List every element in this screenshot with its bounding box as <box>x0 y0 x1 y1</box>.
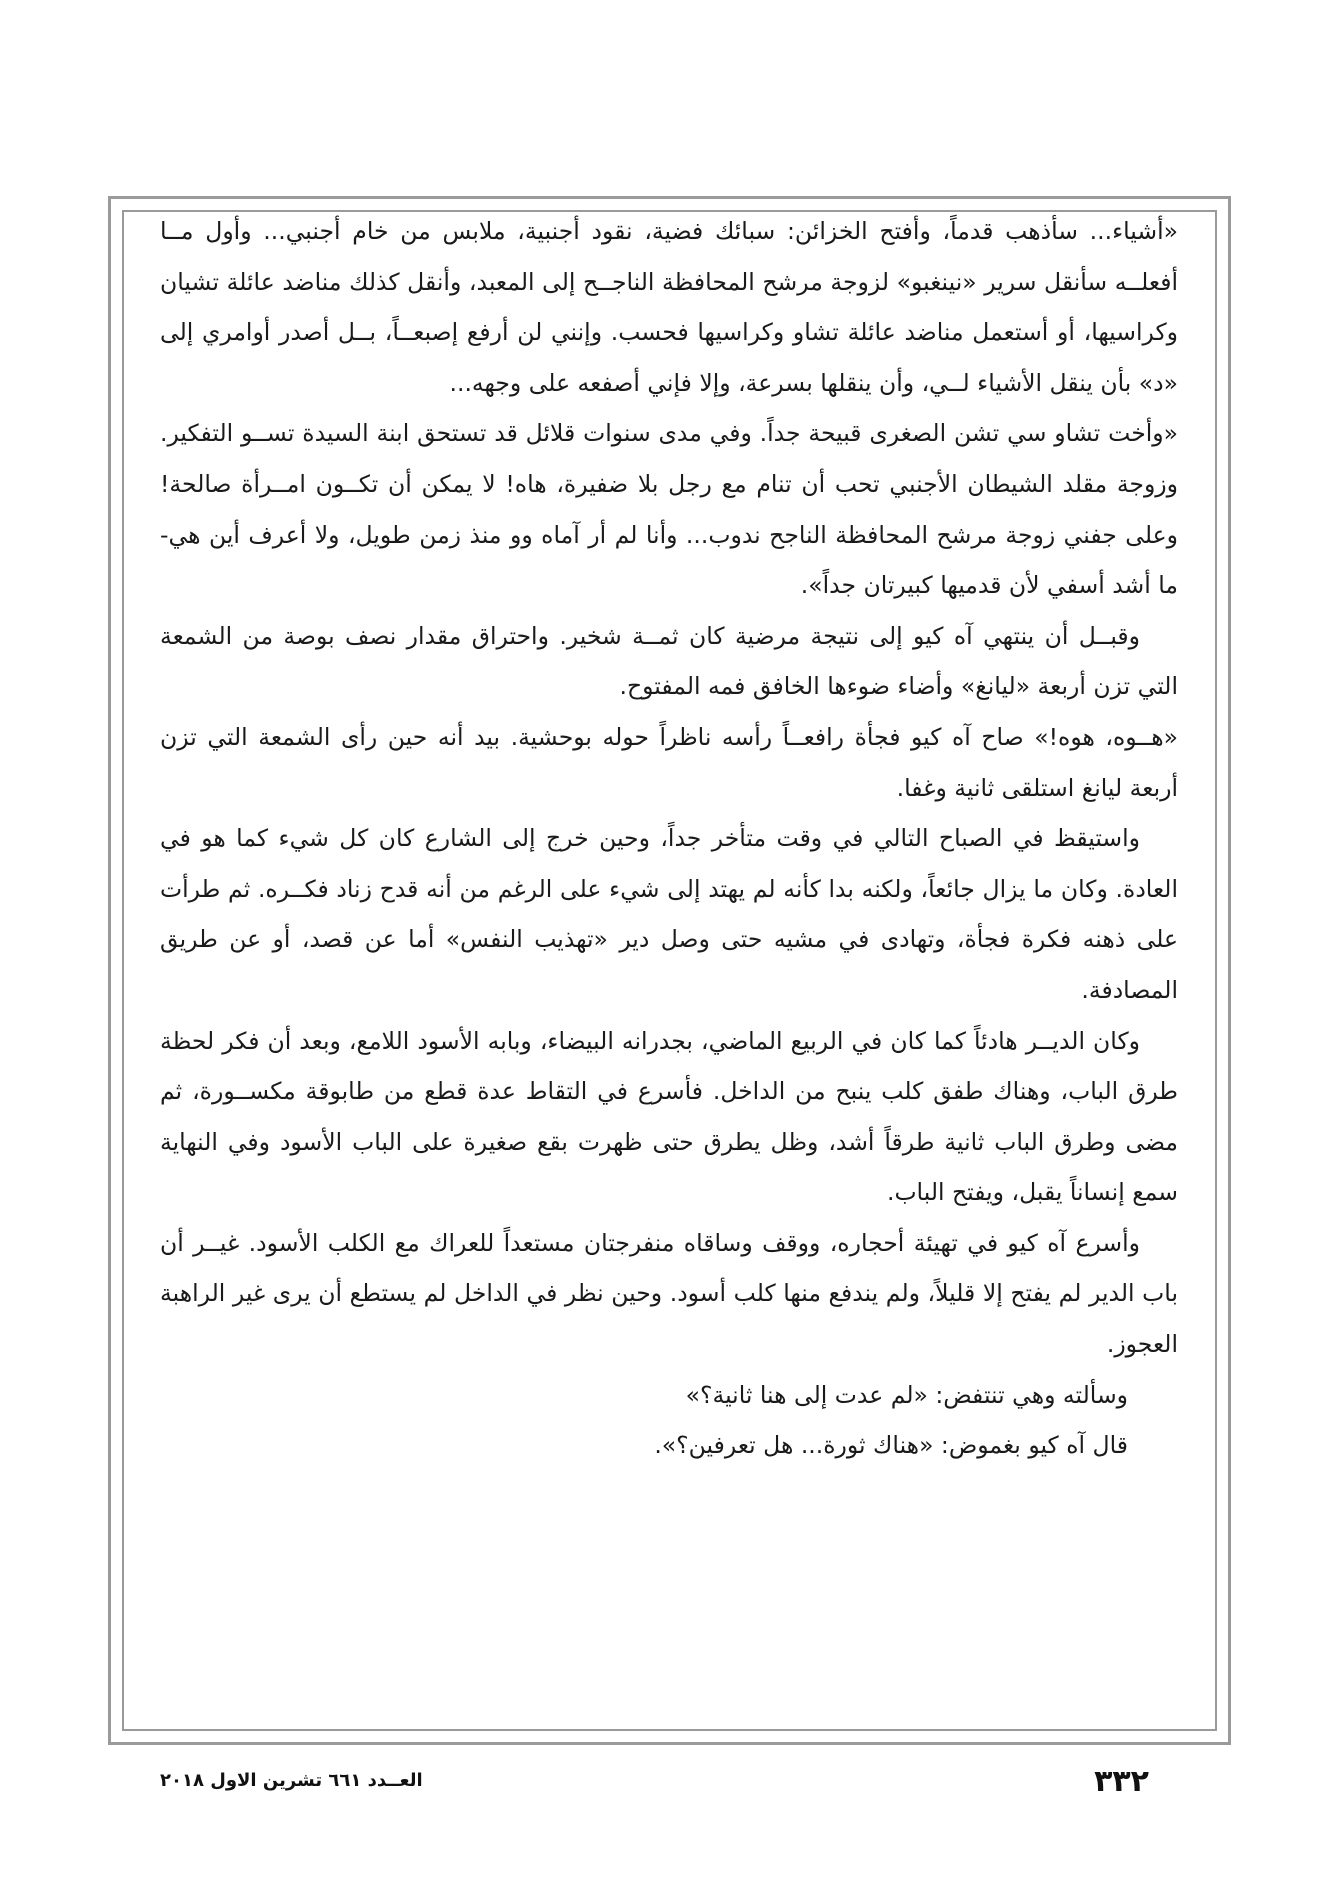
article-body <box>160 206 1178 1471</box>
dialog-line-2: قال آه كيو بغموض: «هناك ثورة... هل تعرفين؟». <box>654 1431 1128 1460</box>
paragraph-3: وقبــل أن ينتهي آه كيو إلى نتيجة مرضية كان ثمــة شخير. واحتراق مقدار نصف بوصة من الشمعة التي تزن أربعة «ليانغ» وأضاء ضوءها الخافق فمه المفتوح. <box>160 621 1178 701</box>
paragraph-2: «وأخت تشاو سي تشن الصغرى قبيحة جداً. وفي مدى سنوات قلائل قد تستحق ابنة السيدة تســو التفكير. وزوجة مقلد الشيطان الأجنبي تحب أن تنام مع رجل بلا ضفيرة، هاه! لا يمكن أن تكــون امــرأة صالحة! وعلى جفني زوجة مرشح المحافظة الناجح ندوب... وأنا لم أر آماه وو منذ زمن طويل، ولا أعرف أين هي- ما أشد أسفي لأن قدميها كبيرتان جداً». <box>160 419 1178 600</box>
dialog-line-1: وسألته وهي تنتفض: «لم عدت إلى هنا ثانية؟» <box>685 1380 1128 1409</box>
paragraph-4: «هــوه، هوه!» صاح آه كيو فجأة رافعــاً رأسه ناظراً حوله بوحشية. بيد أنه حين رأى الشمعة التي تزن أربعة ليانغ استلقى ثانية وغفا. <box>160 722 1178 802</box>
paragraph-6: وكان الديــر هادئاً كما كان في الربيع الماضي، بجدرانه البيضاء، وبابه الأسود اللامع، وبعد أن فكر لحظة طرق الباب، وهناك طفق كلب ينبح من الداخل. فأسرع في التقاط عدة قطع من طابوقة مكســورة، ثم مضى وطرق الباب ثانية طرقاً أشد، وظل يطرق حتى ظهرت بقع صغيرة على الباب الأسود وفي النهاية سمع إنساناً يقبل، ويفتح الباب. <box>160 1026 1178 1207</box>
issue-info: العــدد ٦٦١ تشرين الاول ٢٠١٨ <box>160 1770 423 1791</box>
page-number: ٣٣٢ <box>1094 1764 1149 1799</box>
paragraph-7: وأسرع آه كيو في تهيئة أحجاره، ووقف وساقاه منفرجتان مستعداً للعراك مع الكلب الأسود. غيــر أن باب الدير لم يفتح إلا قليلاً، ولم يندفع منها كلب أسود. وحين نظر في الداخل لم يستطع أن يرى غير الراهبة العجوز. <box>160 1228 1178 1359</box>
paragraph-1: «أشياء... سأذهب قدماً، وأفتح الخزائن: سبائك فضية، نقود أجنبية، ملابس من خام أجنبي... وأول مــا أفعلــه سأنقل سرير «نينغبو» لزوجة مرشح المحافظة الناجــح إلى المعبد، وأنقل كذلك مناضد عائلة تشيان وكراسيها، أو أستعمل مناضد عائلة تشاو وكراسيها فحسب. وإنني لن أرفع إصبعــاً، بــل أصدر أوامري إلى «د» بأن ينقل الأشياء لــي، وأن ينقلها بسرعة، وإلا فإني أصفعه على وجهه... <box>160 217 1178 397</box>
paragraph-5: واستيقظ في الصباح التالي في وقت متأخر جداً، وحين خرج إلى الشارع كان كل شيء كما هو في العادة. وكان ما يزال جائعاً، ولكنه بدا كأنه لم يهتد إلى شيء على الرغم من أنه قدح زناد فكــره. ثم طرأت على ذهنه فكرة فجأة، وتهادى في مشيه حتى وصل دير «تهذيب النفس» أما عن قصد، أو عن طريق المصادفة. <box>160 824 1178 1004</box>
